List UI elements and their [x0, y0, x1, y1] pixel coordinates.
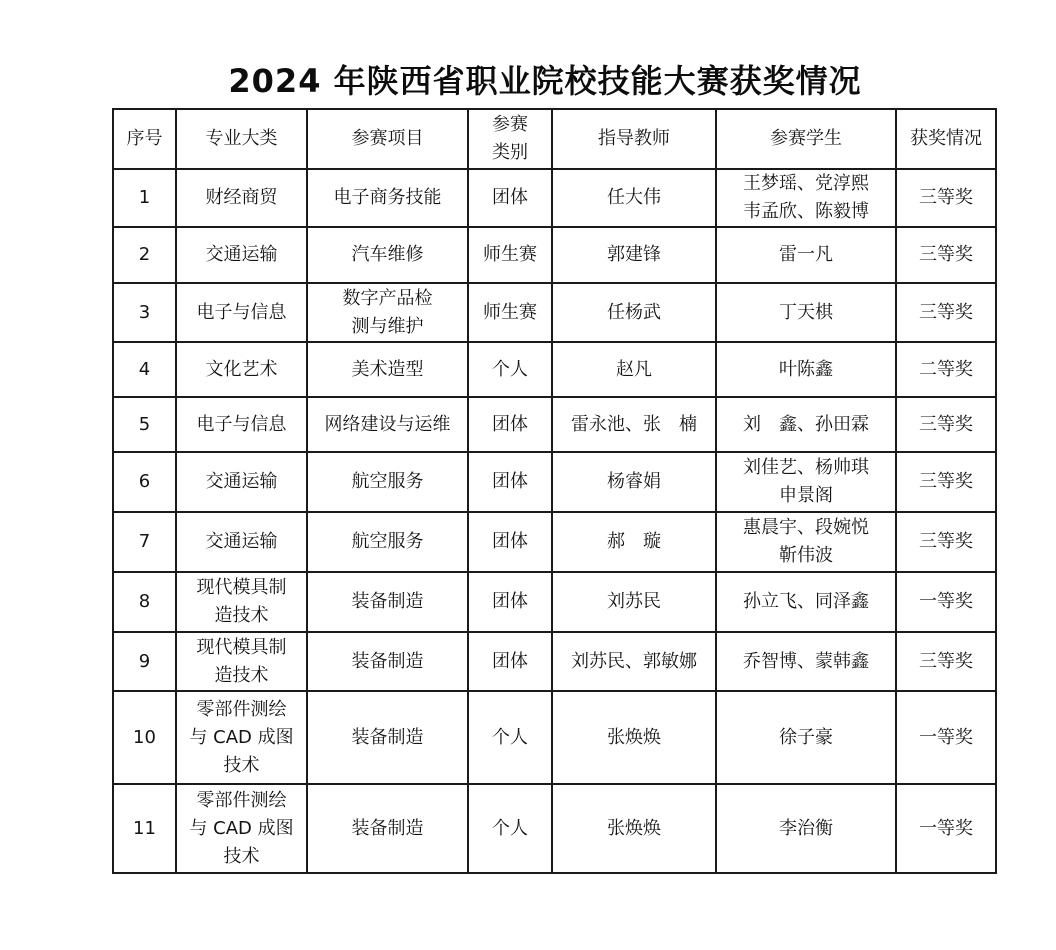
cell-index: 11	[113, 784, 176, 873]
cell-students: 刘 鑫、孙田霖	[716, 397, 896, 452]
cell-entry-type: 团体	[468, 572, 552, 632]
cell-index: 7	[113, 512, 176, 572]
cell-entry-type: 团体	[468, 452, 552, 512]
cell-instructor: 郭建锋	[552, 227, 716, 283]
table-row	[113, 632, 996, 691]
cell-students: 徐子豪	[716, 691, 896, 784]
cell-students: 王梦瑶、党淳熙 韦孟欣、陈毅博	[716, 169, 896, 227]
table-row	[113, 227, 996, 283]
cell-competition-item: 航空服务	[307, 512, 468, 572]
cell-instructor: 赵凡	[552, 342, 716, 397]
cell-award: 三等奖	[896, 169, 996, 227]
cell-students: 乔智博、蒙韩鑫	[716, 632, 896, 691]
cell-entry-type: 师生赛	[468, 283, 552, 342]
cell-award: 三等奖	[896, 632, 996, 691]
awards-table	[112, 108, 997, 874]
cell-students: 叶陈鑫	[716, 342, 896, 397]
cell-index: 2	[113, 227, 176, 283]
cell-competition-item: 装备制造	[307, 691, 468, 784]
cell-instructor: 雷永池、张 楠	[552, 397, 716, 452]
cell-students: 雷一凡	[716, 227, 896, 283]
cell-major-category: 现代模具制 造技术	[176, 572, 307, 632]
cell-index: 8	[113, 572, 176, 632]
cell-entry-type: 个人	[468, 784, 552, 873]
cell-entry-type: 团体	[468, 397, 552, 452]
cell-instructor: 刘苏民、郭敏娜	[552, 632, 716, 691]
cell-competition-item: 装备制造	[307, 632, 468, 691]
cell-award: 三等奖	[896, 452, 996, 512]
header-award: 获奖情况	[896, 109, 996, 169]
cell-major-category: 文化艺术	[176, 342, 307, 397]
cell-major-category: 交通运输	[176, 227, 307, 283]
cell-index: 6	[113, 452, 176, 512]
cell-award: 一等奖	[896, 572, 996, 632]
cell-award: 二等奖	[896, 342, 996, 397]
header-index: 序号	[113, 109, 176, 169]
cell-index: 10	[113, 691, 176, 784]
cell-award: 一等奖	[896, 691, 996, 784]
header-students: 参赛学生	[716, 109, 896, 169]
table-row	[113, 397, 996, 452]
cell-entry-type: 个人	[468, 691, 552, 784]
cell-instructor: 任大伟	[552, 169, 716, 227]
cell-instructor: 张焕焕	[552, 691, 716, 784]
cell-index: 1	[113, 169, 176, 227]
table-row	[113, 342, 996, 397]
cell-index: 4	[113, 342, 176, 397]
cell-major-category: 电子与信息	[176, 397, 307, 452]
cell-major-category: 零部件测绘 与 CAD 成图 技术	[176, 691, 307, 784]
cell-students: 丁天棋	[716, 283, 896, 342]
cell-competition-item: 航空服务	[307, 452, 468, 512]
cell-competition-item: 电子商务技能	[307, 169, 468, 227]
table-row	[113, 452, 996, 512]
cell-index: 3	[113, 283, 176, 342]
cell-major-category: 电子与信息	[176, 283, 307, 342]
cell-major-category: 财经商贸	[176, 169, 307, 227]
cell-award: 三等奖	[896, 227, 996, 283]
cell-major-category: 零部件测绘 与 CAD 成图 技术	[176, 784, 307, 873]
table-row	[113, 572, 996, 632]
cell-award: 三等奖	[896, 283, 996, 342]
cell-index: 5	[113, 397, 176, 452]
table-row	[113, 283, 996, 342]
cell-award: 三等奖	[896, 512, 996, 572]
cell-entry-type: 个人	[468, 342, 552, 397]
cell-index: 9	[113, 632, 176, 691]
header-entry-type: 参赛 类别	[468, 109, 552, 169]
table-header-row	[113, 109, 996, 169]
cell-award: 三等奖	[896, 397, 996, 452]
cell-entry-type: 团体	[468, 512, 552, 572]
table-row	[113, 691, 996, 784]
cell-competition-item: 美术造型	[307, 342, 468, 397]
cell-students: 惠晨宇、段婉悦 靳伟波	[716, 512, 896, 572]
cell-instructor: 刘苏民	[552, 572, 716, 632]
cell-entry-type: 团体	[468, 169, 552, 227]
document-title: 2024 年陕西省职业院校技能大赛获奖情况	[228, 62, 862, 100]
cell-competition-item: 数字产品检 测与维护	[307, 283, 468, 342]
table-row	[113, 784, 996, 873]
cell-instructor: 郝 璇	[552, 512, 716, 572]
header-instructor: 指导教师	[552, 109, 716, 169]
table-row	[113, 169, 996, 227]
cell-competition-item: 网络建设与运维	[307, 397, 468, 452]
cell-competition-item: 装备制造	[307, 784, 468, 873]
cell-major-category: 交通运输	[176, 512, 307, 572]
header-competition-item: 参赛项目	[307, 109, 468, 169]
cell-entry-type: 师生赛	[468, 227, 552, 283]
cell-award: 一等奖	[896, 784, 996, 873]
cell-competition-item: 汽车维修	[307, 227, 468, 283]
cell-students: 刘佳艺、杨帅琪 申景阁	[716, 452, 896, 512]
cell-instructor: 杨睿娟	[552, 452, 716, 512]
cell-students: 李治衡	[716, 784, 896, 873]
cell-entry-type: 团体	[468, 632, 552, 691]
cell-major-category: 交通运输	[176, 452, 307, 512]
cell-major-category: 现代模具制 造技术	[176, 632, 307, 691]
cell-students: 孙立飞、同泽鑫	[716, 572, 896, 632]
header-major-category: 专业大类	[176, 109, 307, 169]
cell-instructor: 张焕焕	[552, 784, 716, 873]
cell-competition-item: 装备制造	[307, 572, 468, 632]
table-row	[113, 512, 996, 572]
cell-instructor: 任杨武	[552, 283, 716, 342]
